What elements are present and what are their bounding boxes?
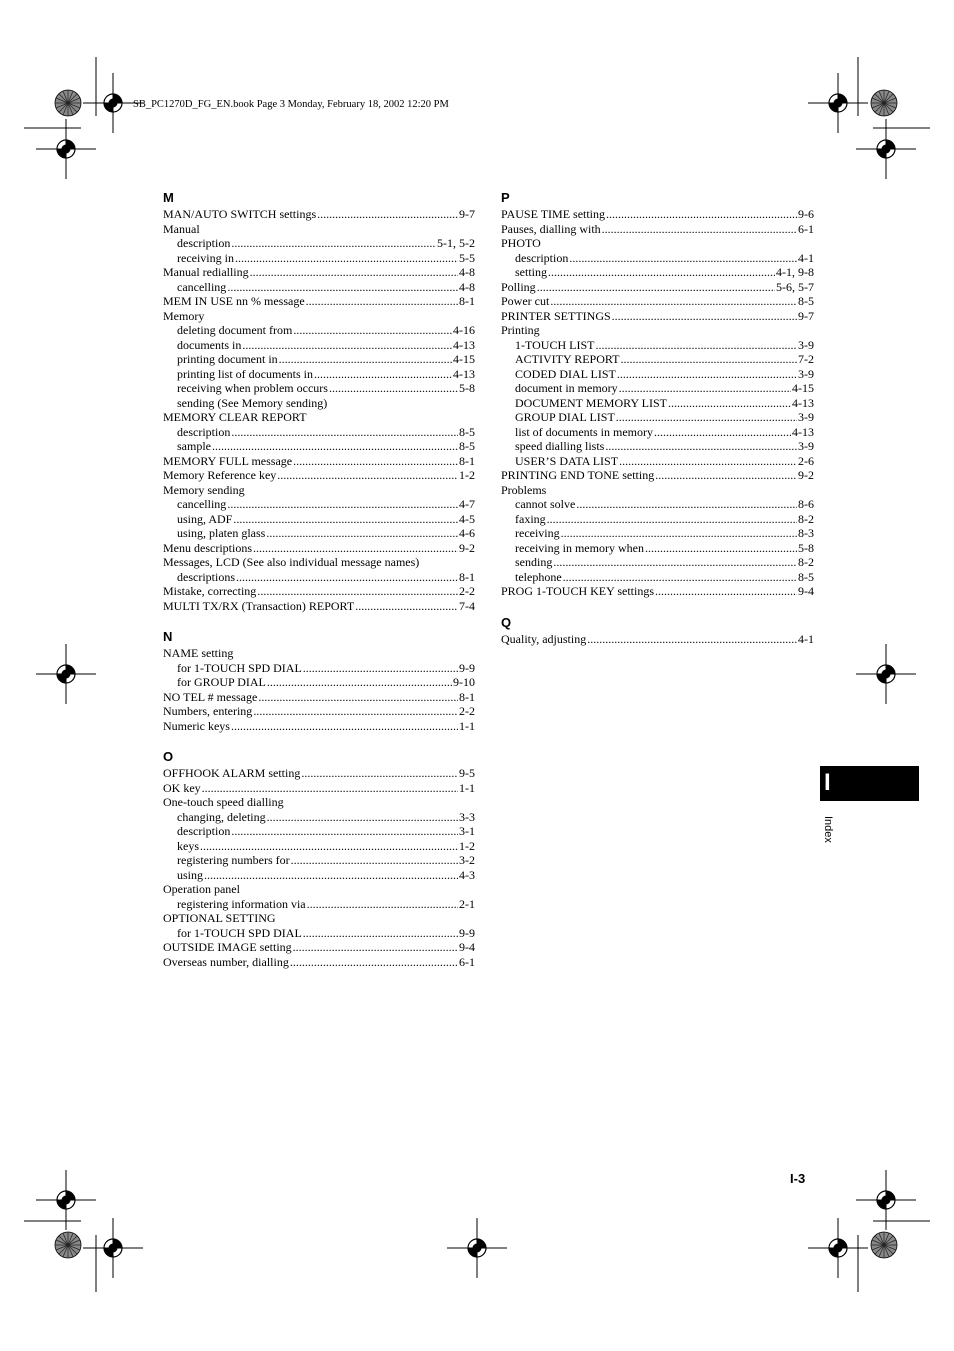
entry-text: USER’S DATA LIST <box>515 453 619 468</box>
book-header: SB_PC1270D_FG_EN.book Page 3 Monday, February 18, 2002 12:20 PM <box>133 99 449 110</box>
entry-text: PRINTER SETTINGS <box>501 308 611 323</box>
entry-page-ref: 4-8 <box>459 279 475 294</box>
entry-text: description <box>515 250 569 265</box>
entry-text: cancelling <box>177 279 227 294</box>
entry-text: telephone <box>515 569 562 584</box>
entry-page-ref: 4-6 <box>459 526 475 540</box>
entry-text: Problems <box>501 482 547 497</box>
entry-page-ref: 4-13 <box>453 366 475 381</box>
entry-text: OPTIONAL SETTING <box>163 911 276 925</box>
entry-text: DOCUMENT MEMORY LIST <box>515 395 668 410</box>
entry-page-ref: 6-1 <box>459 954 475 969</box>
entry-text: sample <box>177 439 211 453</box>
entry-text: using <box>177 867 204 882</box>
entry-page-ref: 7-2 <box>798 352 814 366</box>
entry-text: keys <box>177 838 199 853</box>
entry-text: Menu descriptions <box>163 540 252 555</box>
entry-page-ref: 8-6 <box>798 497 814 511</box>
entry-page-ref: 2-2 <box>459 704 475 718</box>
entry-text: documents in <box>177 337 242 352</box>
entry-page-ref: 3-9 <box>798 410 814 424</box>
entry-text: receiving in <box>177 250 234 265</box>
entry-page-ref: 1-1 <box>459 780 475 795</box>
entry-text: OFFHOOK ALARM setting <box>163 766 301 780</box>
entry-page-ref: 2-1 <box>459 896 475 911</box>
entry-page-ref: 1-1 <box>459 718 475 733</box>
entry-text: for GROUP DIAL <box>177 675 266 689</box>
entry-text: cannot solve <box>515 497 576 511</box>
entry-text: GROUP DIAL LIST <box>515 410 615 424</box>
entry-page-ref: 8-2 <box>798 511 814 526</box>
entry-page-ref: 9-10 <box>453 675 475 689</box>
entry-page-ref: 8-1 <box>459 294 475 308</box>
entry-text: Numeric keys <box>163 718 230 733</box>
thumb-tab-letter: I <box>824 769 831 796</box>
entry-page-ref: 5-1, 5-2 <box>437 236 475 250</box>
entry-page-ref: 4-1, 9-8 <box>776 265 814 279</box>
entry-page-ref: 4-1 <box>798 250 814 265</box>
entry-page-ref: 4-5 <box>459 511 475 526</box>
entry-text: deleting document from <box>177 323 293 337</box>
entry-text: MEM IN USE nn % message <box>163 294 305 308</box>
entry-text: cancelling <box>177 497 227 511</box>
entry-text: using, platen glass <box>177 526 266 540</box>
section-letter: Q <box>501 614 512 630</box>
entry-text: PROG 1-TOUCH KEY settings <box>501 584 655 598</box>
entry-page-ref: 9-4 <box>459 940 475 954</box>
entry-text: Polling <box>501 279 536 294</box>
entry-text: Memory Reference key <box>163 468 277 482</box>
thumb-tab-caption-text: Index <box>822 816 834 843</box>
entry-text: Pauses, dialling with <box>501 221 601 236</box>
entry-page-ref: 8-5 <box>459 439 475 453</box>
entry-text: Printing <box>501 323 540 337</box>
entry-page-ref: 4-13 <box>792 424 814 439</box>
section-letter: O <box>163 749 174 764</box>
entry-page-ref: 2-2 <box>459 584 475 598</box>
entry-text: Overseas number, dialling <box>163 954 289 969</box>
entry-text: list of documents in memory <box>515 424 653 439</box>
entry-text: MEMORY FULL message <box>163 453 293 468</box>
entry-text: printing document in <box>177 352 278 366</box>
entry-page-ref: 8-5 <box>798 569 814 584</box>
entry-text: receiving in memory when <box>515 540 644 555</box>
section-letter: M <box>163 190 174 205</box>
entry-text: setting <box>515 265 547 279</box>
entry-page-ref: 3-9 <box>798 366 814 381</box>
entry-page-ref: 2-6 <box>798 453 814 468</box>
entry-page-ref: 4-15 <box>792 381 814 395</box>
entry-text: MULTI TX/RX (Transaction) REPORT <box>163 598 355 613</box>
entry-text: MAN/AUTO SWITCH settings <box>163 207 317 221</box>
entry-page-ref: 1-2 <box>459 468 475 482</box>
entry-page-ref: 4-16 <box>453 323 475 337</box>
section-letter: N <box>163 629 173 644</box>
entry-page-ref: 4-8 <box>459 265 475 279</box>
entry-text: speed dialling lists <box>515 439 605 453</box>
entry-page-ref: 8-1 <box>459 569 475 584</box>
entry-page-ref: 8-1 <box>459 689 475 704</box>
entry-page-ref: 3-3 <box>459 809 475 824</box>
entry-page-ref: 9-7 <box>798 308 814 323</box>
entry-text: NO TEL # message <box>163 689 258 704</box>
entry-page-ref: 9-5 <box>459 766 475 780</box>
entry-text: CODED DIAL LIST <box>515 366 616 381</box>
entry-text: PHOTO <box>501 236 541 250</box>
entry-page-ref: 4-1 <box>798 631 814 646</box>
entry-page-ref: 8-2 <box>798 555 814 569</box>
entry-text: 1-TOUCH LIST <box>515 337 595 352</box>
entry-page-ref: 5-5 <box>459 250 475 265</box>
entry-text: PAUSE TIME setting <box>501 207 606 221</box>
entry-text: faxing <box>515 511 546 526</box>
entry-page-ref: 1-2 <box>459 838 475 853</box>
entry-text: Quality, adjusting <box>501 631 587 646</box>
entry-text: Mistake, correcting <box>163 584 257 598</box>
entry-page-ref: 5-8 <box>459 381 475 395</box>
entry-text: Power cut <box>501 294 550 308</box>
section-letter: P <box>501 190 510 205</box>
entry-text: Messages, LCD (See also individual message names) <box>163 555 420 569</box>
entry-page-ref: 9-2 <box>798 468 814 482</box>
entry-text: receiving <box>515 526 560 540</box>
entry-text: Memory <box>163 308 205 323</box>
entry-text: OK key <box>163 780 201 795</box>
entry-text: description <box>177 824 231 838</box>
entry-text: OUTSIDE IMAGE setting <box>163 940 292 954</box>
entry-page-ref: 6-1 <box>798 221 814 236</box>
entry-text: Numbers, entering <box>163 704 253 718</box>
entry-text: description <box>177 424 231 439</box>
entry-text: printing list of documents in <box>177 366 313 381</box>
entry-page-ref: 4-7 <box>459 497 475 511</box>
entry-text: ACTIVITY REPORT <box>515 352 620 366</box>
entry-text: PRINTING END TONE setting <box>501 468 655 482</box>
entry-page-ref: 4-15 <box>453 352 475 366</box>
entry-page-ref: 9-9 <box>459 925 475 940</box>
entry-page-ref: 5-6, 5-7 <box>776 279 814 294</box>
entry-page-ref: 8-5 <box>798 294 814 308</box>
entry-text: NAME setting <box>163 646 234 660</box>
entry-page-ref: 8-1 <box>459 453 475 468</box>
entry-page-ref: 4-13 <box>792 395 814 410</box>
entry-page-ref: 4-13 <box>453 337 475 352</box>
entry-text: Manual redialling <box>163 265 249 279</box>
entry-text: Operation panel <box>163 882 240 896</box>
entry-text: using, ADF <box>177 511 233 526</box>
entry-page-ref: 7-4 <box>459 598 475 613</box>
entry-page-ref: 3-9 <box>798 337 814 352</box>
entry-page-ref: 9-9 <box>459 660 475 675</box>
entry-text: Memory sending <box>163 482 245 497</box>
entry-page-ref: 8-5 <box>459 424 475 439</box>
entry-text: receiving when problem occurs <box>177 381 328 395</box>
entry-page-ref: 9-7 <box>459 207 475 221</box>
entry-text: registering numbers for <box>177 853 290 867</box>
entry-text: description <box>177 236 231 250</box>
entry-text: for 1-TOUCH SPD DIAL <box>177 925 302 940</box>
entry-page-ref: 3-2 <box>459 853 475 867</box>
entry-page-ref: 9-2 <box>459 540 475 555</box>
entry-page-ref: 4-3 <box>459 867 475 882</box>
entry-text: sending (See Memory sending) <box>177 395 328 410</box>
entry-text: sending <box>515 555 553 569</box>
entry-page-ref: 3-9 <box>798 439 814 453</box>
entry-page-ref: 9-6 <box>798 207 814 221</box>
entry-text: One-touch speed dialling <box>163 795 284 809</box>
page-number: I-3 <box>790 1171 806 1186</box>
entry-page-ref: 9-4 <box>798 584 814 598</box>
entry-text: Manual <box>163 221 200 236</box>
entry-text: descriptions <box>177 569 235 584</box>
entry-page-ref: 3-1 <box>459 824 475 838</box>
entry-page-ref: 5-8 <box>798 540 814 555</box>
entry-text: document in memory <box>515 381 618 395</box>
entry-text: for 1-TOUCH SPD DIAL <box>177 660 302 675</box>
entry-text: changing, deleting <box>177 809 266 824</box>
entry-page-ref: 8-3 <box>798 526 814 540</box>
entry-text: MEMORY CLEAR REPORT <box>163 410 307 424</box>
entry-text: registering information via <box>177 896 306 911</box>
